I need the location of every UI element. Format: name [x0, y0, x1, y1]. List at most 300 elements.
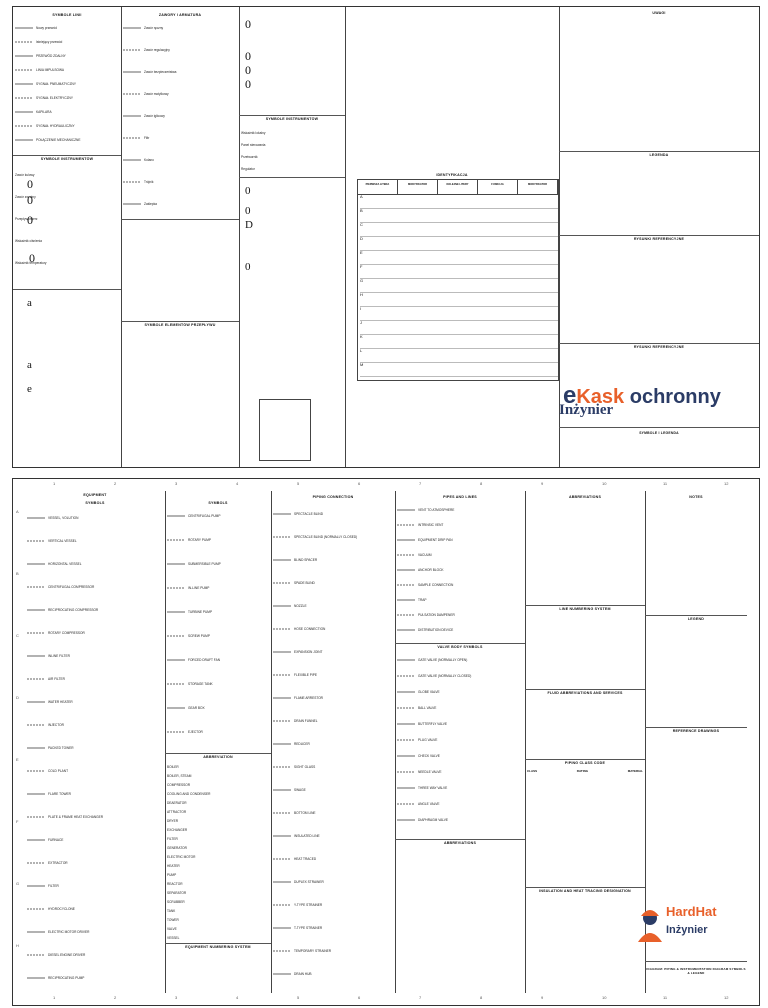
- list-item-label: EXPANSION JOINT: [294, 649, 323, 654]
- list-item-label: PULSATION DAMPENER: [418, 612, 455, 617]
- instrument-letter-icon: a: [27, 359, 32, 371]
- bottom-column-equipment: [25, 491, 166, 993]
- line-symbol-icon: [397, 753, 415, 759]
- list-item: [27, 561, 163, 567]
- list-item: [15, 137, 119, 143]
- list-item: [273, 603, 393, 609]
- list-item-label: SPECTACLE BLIND (NORMALLY CLOSED): [294, 534, 358, 539]
- line-symbol-icon: [273, 557, 291, 563]
- list-item: [167, 864, 269, 868]
- list-item: [123, 113, 237, 119]
- identification-column-header: PIERWSZA LITERA: [358, 180, 398, 194]
- line-symbol-icon: [273, 580, 291, 586]
- list-item-label: NEEDLE VALVE: [418, 769, 442, 774]
- list-item: [397, 567, 523, 573]
- list-item: [167, 882, 269, 886]
- list-item-label: BOTTOM LINE: [294, 810, 316, 815]
- pipes-header: PIPES AND LINES: [443, 495, 477, 499]
- list-item-label: Zawór regulacyjny: [144, 47, 170, 52]
- list-item: [273, 626, 393, 632]
- list-item-label: GATE VALVE (NORMALLY CLOSED): [418, 673, 472, 678]
- column-number: 8: [480, 995, 483, 1000]
- list-item-label: VENT TO ATMOSPHERE: [418, 507, 455, 512]
- list-item: [15, 123, 119, 129]
- line-symbol-icon: [397, 507, 415, 513]
- list-item-label: Zawór bezpieczeństwa: [144, 69, 177, 74]
- line-symbol-icon: [397, 522, 415, 528]
- bottom-column-piping: [271, 491, 396, 993]
- top-column-line-symbols: [13, 7, 122, 467]
- list-item-label: BLIND SPACER: [294, 557, 318, 562]
- list-item: [167, 810, 269, 814]
- line-symbol-icon: [27, 722, 45, 728]
- instrument-letter-icon: a: [27, 297, 32, 309]
- list-item: [15, 109, 119, 115]
- logo-inzynier: Inżynier: [559, 402, 614, 418]
- column-number: 4: [236, 995, 239, 1000]
- list-item-label: STORAGE TANK: [188, 681, 213, 686]
- column-number: 5: [297, 481, 300, 486]
- line-symbol-icon: [273, 764, 291, 770]
- list-item-label: Zaślepka: [144, 201, 157, 206]
- row-letter: B: [16, 571, 19, 576]
- circle-symbol-icon: 0: [27, 193, 33, 207]
- list-item: [167, 891, 269, 895]
- line-symbol-icon: [15, 53, 33, 59]
- top-col2-section2-header: SYMBOLE ELEMENTÓW PRZEPŁYWU: [144, 323, 216, 327]
- list-item-label: SWAGE: [294, 787, 306, 792]
- pipe-class-column-header: CLASS: [527, 769, 538, 773]
- list-item: [167, 900, 269, 904]
- list-item: [15, 53, 119, 59]
- list-item-label: PLATE & FRAME HEAT EXCHANGER: [48, 814, 104, 819]
- top-col4-header: IDENTYFIKACJA: [436, 173, 468, 177]
- row-letter: H: [16, 943, 19, 948]
- list-item: [397, 612, 523, 618]
- column-number: 5: [297, 995, 300, 1000]
- list-item-label: Trójnik: [144, 179, 154, 184]
- list-item: [397, 769, 523, 775]
- line-symbol-icon: [273, 626, 291, 632]
- circle-symbol-icon: 0: [27, 213, 33, 227]
- list-item-label: AIR FILTER: [48, 676, 65, 681]
- list-item: [167, 837, 269, 841]
- row-letter: F: [16, 819, 19, 824]
- list-item-label: COLD PLANT: [48, 768, 69, 773]
- list-item-label: CENTRIFUGAL COMPRESSOR: [48, 584, 95, 589]
- list-item-label: Kolano: [144, 157, 154, 162]
- list-item: [273, 833, 393, 839]
- instrument-letter-icon: e: [27, 383, 32, 395]
- line-symbol-icon: [27, 791, 45, 797]
- list-item: [273, 649, 393, 655]
- line-symbol-icon: [27, 653, 45, 659]
- circle-symbol-icon: 0: [245, 77, 251, 91]
- list-item-label: CENTRIFUGAL PUMP: [188, 513, 221, 518]
- pipe-class-column-header: MATERIAL: [627, 769, 643, 773]
- list-item: [27, 584, 163, 590]
- list-item: [273, 557, 393, 563]
- line-symbol-icon: [397, 785, 415, 791]
- list-item: [167, 705, 269, 711]
- letter-glyph-icon: D: [245, 219, 253, 231]
- list-item-label: SYGNAŁ HYDRAULICZNY: [36, 123, 75, 128]
- line-symbol-icon: [123, 201, 141, 207]
- row-letter: C: [16, 633, 19, 638]
- list-item: [397, 657, 523, 663]
- list-item: [167, 585, 269, 591]
- line-symbol-icon: [273, 810, 291, 816]
- identification-row: F: [360, 264, 558, 279]
- line-symbol-icon: [397, 769, 415, 775]
- line-symbol-icon: [397, 673, 415, 679]
- line-symbol-icon: [273, 925, 291, 931]
- list-item-label: Regulator: [241, 167, 255, 171]
- row-letter: D: [16, 695, 19, 700]
- line-symbol-icon: [27, 699, 45, 705]
- line-symbol-icon: [123, 47, 141, 53]
- list-item: [167, 681, 269, 687]
- top-legend-header: LEGENDA: [649, 153, 669, 157]
- list-item: [123, 25, 237, 31]
- circle-symbol-icon: 0: [245, 63, 251, 77]
- list-item: [397, 552, 523, 558]
- list-item-label: GEAR BOX: [188, 705, 205, 710]
- identification-row: K: [360, 334, 558, 349]
- list-item-label: FLARE TOWER: [48, 791, 71, 796]
- list-item-label: Wskaźnik lokalny: [241, 131, 266, 135]
- line-symbol-icon: [27, 952, 45, 958]
- column-number: 3: [175, 995, 178, 1000]
- list-item: [15, 39, 119, 45]
- line-symbol-icon: [27, 745, 45, 751]
- identification-row: I: [360, 306, 558, 321]
- list-item: [167, 513, 269, 519]
- list-item: [27, 791, 163, 797]
- list-item: [123, 135, 237, 141]
- list-item-label: TURBINE PUMP: [188, 609, 213, 614]
- top-column-instruments: [239, 7, 346, 467]
- notes-header: NOTES: [689, 495, 703, 499]
- list-item-label: Zawór ręczny: [144, 25, 164, 30]
- list-item-label: FLEXIBLE PIPE: [294, 672, 318, 677]
- line-symbol-icon: [397, 721, 415, 727]
- list-item-label: Nowy przewód: [36, 25, 57, 30]
- identification-row: L: [360, 348, 558, 363]
- list-item: [167, 561, 269, 567]
- list-item-label: INTRINSIC VENT: [418, 522, 444, 527]
- list-item: [27, 676, 163, 682]
- list-item-label: VERTICAL VESSEL: [48, 538, 77, 543]
- list-item: [273, 718, 393, 724]
- line-symbol-icon: [167, 609, 185, 615]
- list-item-label: Wskaźnik ciśnienia: [15, 239, 42, 243]
- list-item-label: VALVE: [167, 927, 177, 931]
- list-item: [167, 633, 269, 639]
- column-number: 9: [541, 481, 544, 486]
- list-item: [273, 741, 393, 747]
- list-item-label: SYGNAŁ PNEUMATYCZNY: [36, 81, 76, 86]
- line-symbol-icon: [397, 537, 415, 543]
- bottom-column-pipes: [395, 491, 526, 993]
- line-symbol-icon: [27, 814, 45, 820]
- line-symbol-icon: [123, 113, 141, 119]
- identification-row: H: [360, 292, 558, 307]
- list-item: [273, 534, 393, 540]
- list-item-label: REDUCER: [294, 741, 310, 746]
- top-notes-header: UWAGI: [652, 11, 666, 15]
- line-symbol-icon: [397, 552, 415, 558]
- list-item-label: PLUG VALVE: [418, 737, 438, 742]
- list-item-label: ANCHOR BLOCK: [418, 567, 444, 572]
- list-item-label: BOILER, STEAM: [167, 774, 192, 778]
- list-item: [167, 918, 269, 922]
- list-item: [273, 879, 393, 885]
- list-item: [167, 936, 269, 940]
- column-number: 8: [480, 481, 483, 486]
- line-symbol-icon: [397, 612, 415, 618]
- identification-row: A: [360, 194, 558, 209]
- list-item: [27, 768, 163, 774]
- line-symbol-icon: [123, 91, 141, 97]
- column-number: 3: [175, 481, 178, 486]
- list-item: [167, 828, 269, 832]
- circle-symbol-icon: 0: [245, 17, 251, 31]
- line-symbol-icon: [273, 672, 291, 678]
- list-item: [397, 785, 523, 791]
- pipe-class-header: PIPING CLASS CODE: [564, 761, 606, 765]
- identification-row: J: [360, 320, 558, 335]
- line-symbol-icon: [273, 695, 291, 701]
- list-item-label: HORIZONTAL VESSEL: [48, 561, 82, 566]
- line-symbol-icon: [273, 833, 291, 839]
- list-item-label: T-TYPE STRAINER: [294, 925, 323, 930]
- list-item-label: Y-TYPE STRAINER: [294, 902, 323, 907]
- list-item-label: GATE VALVE (NORMALLY OPEN): [418, 657, 468, 662]
- list-item-label: Zawór kulowy: [15, 173, 35, 177]
- list-item: [397, 705, 523, 711]
- line-symbol-icon: [123, 69, 141, 75]
- list-item: [123, 201, 237, 207]
- line-symbol-icon: [273, 879, 291, 885]
- list-item-label: PUMP: [167, 873, 177, 877]
- line-symbol-icon: [15, 109, 33, 115]
- line-symbol-icon: [27, 975, 45, 981]
- worker-helmet-icon: [636, 902, 664, 942]
- identification-column-header: MODYFIKATOR: [518, 180, 558, 194]
- line-symbol-icon: [15, 67, 33, 73]
- column-number: 1: [53, 995, 56, 1000]
- logo-hardhat: HardHat: [666, 904, 717, 919]
- list-item-label: COOLING AND CONDENSER: [167, 792, 211, 796]
- list-item: [27, 929, 163, 935]
- list-item: [397, 627, 523, 633]
- list-item: [27, 883, 163, 889]
- list-item-label: GENERATOR: [167, 846, 187, 850]
- abbrev-header: ABBREVIATION: [203, 755, 233, 759]
- list-item-label: FLAME ARRESTOR: [294, 695, 323, 700]
- reference-header: REFERENCE DRAWINGS: [672, 729, 720, 733]
- column-number: 10: [602, 481, 607, 486]
- line-symbol-icon: [167, 705, 185, 711]
- line-symbol-icon: [273, 856, 291, 862]
- abbrev3-header: ABBREVIATIONS: [568, 495, 602, 499]
- line-symbol-icon: [167, 729, 185, 735]
- line-symbol-icon: [27, 607, 45, 613]
- list-item: [397, 673, 523, 679]
- list-item-label: RECIPROCATING PUMP: [48, 975, 85, 980]
- line-symbol-icon: [15, 137, 33, 143]
- pipe-class-columns: [527, 769, 643, 773]
- list-item: [397, 597, 523, 603]
- list-item-label: INLINE FILTER: [48, 653, 70, 658]
- list-item: [273, 971, 393, 977]
- line-symbol-icon: [27, 515, 45, 521]
- list-item-label: CHECK VALVE: [418, 753, 440, 758]
- list-item-label: Panel sterowania: [241, 143, 266, 147]
- logo-e: e: [563, 382, 577, 409]
- list-item-label: ELECTRIC MOTOR DRIVER: [48, 929, 90, 934]
- top-col1-header: SYMBOLE LINII: [52, 13, 82, 17]
- column-number: 6: [358, 481, 361, 486]
- column-number: 4: [236, 481, 239, 486]
- line-symbol-icon: [123, 157, 141, 163]
- list-item-label: FILTER: [167, 837, 178, 841]
- fluid-header: FLUID ABBREVIATIONS AND SERVICES: [547, 691, 623, 695]
- list-item: [273, 695, 393, 701]
- line-symbol-icon: [15, 95, 33, 101]
- identification-column-header: MODYFIKATOR: [398, 180, 438, 194]
- line-symbol-icon: [167, 585, 185, 591]
- list-item-label: Wskaźnik temperatury: [15, 261, 47, 265]
- list-item-label: DISTRIBUTION DEVICE: [418, 627, 454, 632]
- list-item: [27, 837, 163, 843]
- column-number: 7: [419, 995, 422, 1000]
- list-item: [167, 819, 269, 823]
- line-symbol-icon: [397, 582, 415, 588]
- line-symbol-icon: [15, 25, 33, 31]
- column-number: 12: [724, 995, 729, 1000]
- identification-row: B: [360, 208, 558, 223]
- list-item-label: HEAT TRACED: [294, 856, 317, 861]
- kask-ochronny-logo: [559, 382, 721, 418]
- line-symbol-icon: [397, 705, 415, 711]
- line-symbol-icon: [123, 25, 141, 31]
- hardhat-logo: [636, 902, 726, 946]
- list-item-label: Istniejący przewód: [36, 39, 63, 44]
- list-item: [123, 157, 237, 163]
- list-item-label: EJECTOR: [188, 729, 203, 734]
- line-symbol-icon: [27, 860, 45, 866]
- list-item: [27, 653, 163, 659]
- list-item-label: DRAIN HUB: [294, 971, 312, 976]
- column-number: 1: [53, 481, 56, 486]
- list-item-label: LINIA IMPULSOWA: [36, 67, 65, 72]
- list-item-label: ATTRACTOR: [167, 810, 187, 814]
- line-symbol-icon: [273, 902, 291, 908]
- list-item: [397, 507, 523, 513]
- list-item: [167, 783, 269, 787]
- row-letter: A: [16, 509, 19, 514]
- list-item: [27, 952, 163, 958]
- line-symbol-icon: [167, 657, 185, 663]
- identification-column-header: FUNKCJA: [478, 180, 518, 194]
- list-item: [27, 906, 163, 912]
- list-item: [15, 239, 119, 243]
- list-item-label: Filtr: [144, 135, 150, 140]
- list-item-label: EXCHANGER: [167, 828, 188, 832]
- identification-row: C: [360, 222, 558, 237]
- list-item: [397, 522, 523, 528]
- top-col3-header: SYMBOLE INSTRUMENTÓW: [265, 117, 319, 121]
- list-item-label: INSULATED LINE: [294, 833, 320, 838]
- line-symbol-icon: [167, 681, 185, 687]
- list-item-label: SAMPLE CONNECTION: [418, 582, 454, 587]
- valve-header: VALVE BODY SYMBOLS: [437, 645, 483, 649]
- list-item: [15, 25, 119, 31]
- logo-kask: Kask: [576, 386, 625, 408]
- logo-inzynier-bottom: Inżynier: [666, 924, 708, 936]
- column-number: 2: [114, 481, 117, 486]
- top-column-valves: [121, 7, 240, 467]
- list-item-label: HYDROCYCLONE: [48, 906, 75, 911]
- list-item: [15, 81, 119, 87]
- list-item-label: ROTARY PUMP: [188, 537, 212, 542]
- list-item-label: COMPRESSOR: [167, 783, 191, 787]
- list-item: [273, 511, 393, 517]
- list-item-label: SPADE BLIND: [294, 580, 315, 585]
- list-item-label: PRZEWÓD ZDALNY: [36, 53, 66, 58]
- legend-header: LEGEND: [687, 617, 705, 621]
- line-symbol-icon: [273, 741, 291, 747]
- list-item: [27, 722, 163, 728]
- line-symbol-icon: [397, 817, 415, 823]
- list-item: [273, 856, 393, 862]
- column-number: 12: [724, 481, 729, 486]
- list-item: [167, 846, 269, 850]
- line-symbol-icon: [167, 561, 185, 567]
- line-symbol-icon: [273, 948, 291, 954]
- equipment-header: EQUIPMENT: [83, 493, 107, 497]
- list-item: [123, 47, 237, 53]
- row-letter: G: [16, 881, 20, 886]
- column-number: 7: [419, 481, 422, 486]
- line-symbol-icon: [167, 633, 185, 639]
- list-item-label: SPECTACLE BLIND: [294, 511, 323, 516]
- list-item: [27, 860, 163, 866]
- list-item: [273, 580, 393, 586]
- list-item-label: REACTOR: [167, 882, 183, 886]
- list-item: [273, 948, 393, 954]
- identification-column-header: KOLEJNE LITERY: [438, 180, 478, 194]
- line-symbol-icon: [397, 737, 415, 743]
- list-item: [397, 817, 523, 823]
- list-item: [397, 582, 523, 588]
- line-numbering-header: LINE NUMBERING SYSTEM: [559, 607, 611, 611]
- line-symbol-icon: [27, 929, 45, 935]
- list-item-label: TRAP: [418, 597, 427, 602]
- top-column-identification: [345, 7, 560, 467]
- list-item-label: SYGNAŁ ELEKTRYCZNY: [36, 95, 73, 100]
- list-item-label: HEATER: [167, 864, 180, 868]
- line-symbol-icon: [27, 676, 45, 682]
- list-item: [167, 537, 269, 543]
- drawing-title: DIAGRAM: PIPING & INSTRUMENTATION DIAGRAM SYMBOLS & LEGEND: [646, 967, 746, 975]
- list-item: [241, 167, 343, 171]
- column-number: 11: [663, 481, 668, 486]
- list-item: [241, 143, 343, 147]
- list-item: [273, 925, 393, 931]
